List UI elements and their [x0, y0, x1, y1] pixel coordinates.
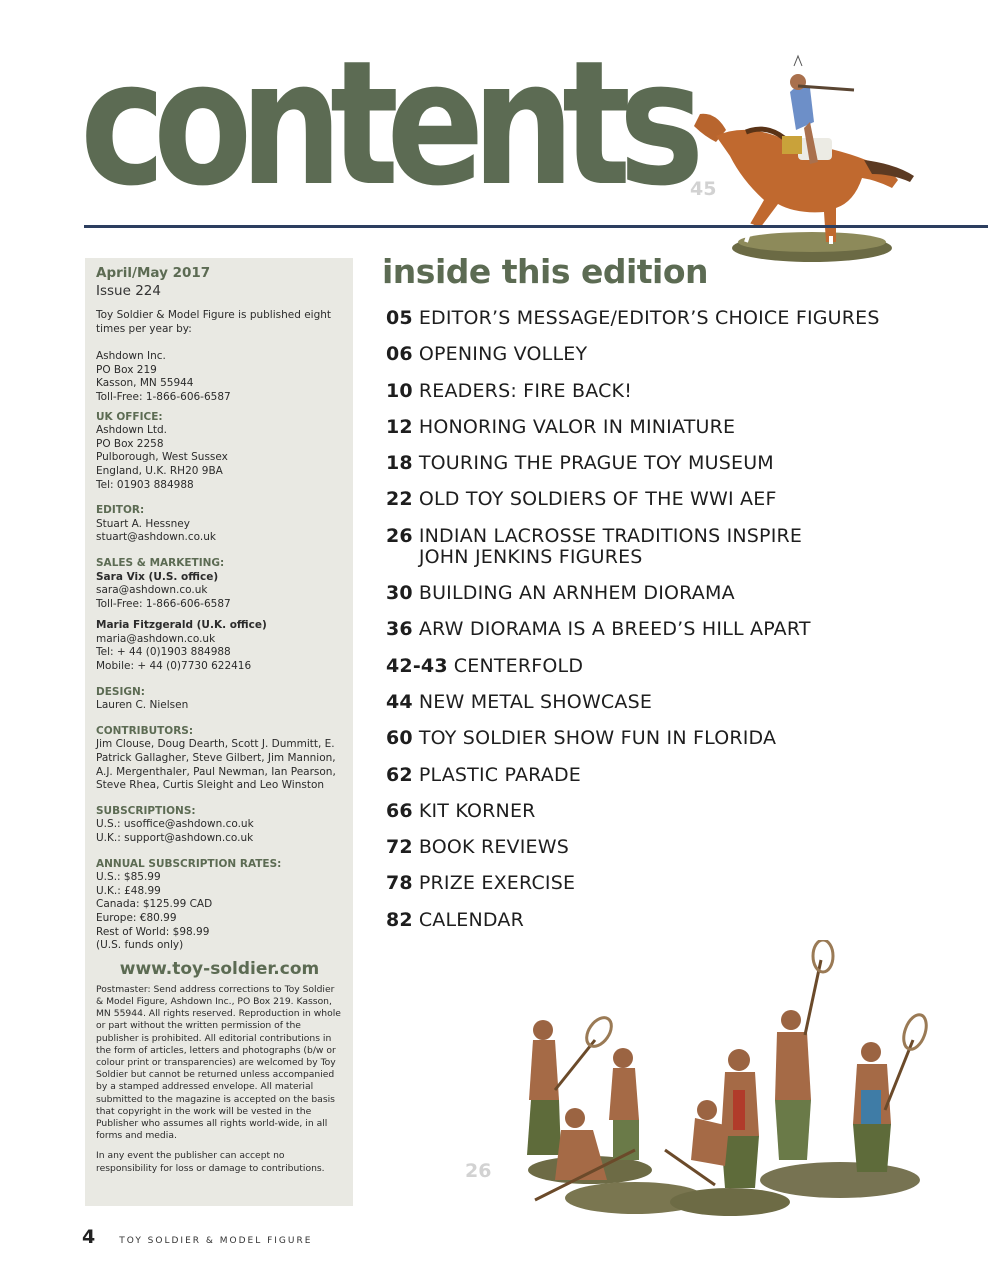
uk-office-heading: UK OFFICE:	[96, 410, 163, 423]
toc-item[interactable]	[386, 489, 946, 510]
toc-title: BOOK REVIEWS	[418, 836, 570, 859]
toc-item[interactable]	[386, 656, 946, 677]
page-title: contents	[80, 23, 692, 224]
toc-item[interactable]	[386, 837, 946, 858]
toc-title: READERS: FIRE BACK!	[418, 379, 633, 402]
toc-page-number: 10	[386, 379, 413, 402]
magazine-name: TOY SOLDIER & MODEL FIGURE	[119, 1236, 313, 1246]
subscriptions-contact: U.S.: usoffice@ashdown.co.uk U.K.: support@ashdown.co.uk	[96, 818, 254, 844]
toc-title: ARW DIORAMA IS A BREED’S HILL APART	[418, 618, 811, 641]
lacrosse-figures-photo	[515, 940, 930, 1225]
uk-office-address: Ashdown Ltd. PO Box 2258 Pulborough, West Sussex England, U.K. RH20 9BA Tel: 01903 884988	[96, 424, 228, 491]
toc-title: PLASTIC PARADE	[418, 763, 582, 786]
toc-title: HONORING VALOR IN MINIATURE	[418, 415, 736, 438]
toc-page-number: 06	[386, 343, 413, 366]
photo-page-number: 45	[690, 178, 717, 200]
toc-item[interactable]	[386, 873, 946, 894]
toc-title: INDIAN LACROSSE TRADITIONS INSPIRE JOHN JENKINS FIGURES	[418, 524, 803, 568]
sales-heading: SALES & MARKETING:	[96, 556, 225, 569]
issue-date: April/May 2017	[96, 265, 211, 281]
postmaster-notice: Postmaster: Send address corrections to Toy Soldier & Model Figure, Ashdown Inc., PO Box 219. Kasson, MN 55944. All rights reserved. Reproduction in whole or part without the written permission of the publisher is prohibited. All editorial contributions in the form of articles, letters and photographs (b/w or colour print or transparencies) are welcomed by Toy Soldier but cannot be returned unless accompanied by a stamped addressed envelope. All material submitted to the magazine is accepted on the basis that copyright in the work will be vested in the Publisher who assumes all rights world-wide, in all forms and media.	[96, 983, 341, 1142]
toc-title: KIT KORNER	[418, 799, 536, 822]
toc-page-number: 18	[386, 452, 413, 475]
toc-item[interactable]	[386, 728, 946, 749]
design-heading: DESIGN:	[96, 685, 145, 698]
editor-heading: EDITOR:	[96, 504, 145, 517]
sales-us-name: Sara Vix (U.S. office)	[96, 570, 219, 583]
toc-item[interactable]	[386, 308, 946, 329]
toc-title: EDITOR’S MESSAGE/EDITOR’S CHOICE FIGURES	[418, 307, 880, 329]
masthead-sidebar	[85, 258, 353, 1206]
toc-title: TOY SOLDIER SHOW FUN IN FLORIDA	[418, 727, 777, 750]
subscriptions-heading: SUBSCRIPTIONS:	[96, 804, 196, 817]
toc-item[interactable]	[386, 453, 946, 474]
toc-page-number: 72	[386, 836, 413, 859]
toc-title: NEW METAL SHOWCASE	[418, 690, 653, 713]
contributors-list: Jim Clouse, Doug Dearth, Scott J. Dummitt, E. Patrick Gallagher, Steve Gilbert, Jim Mannion, A.J. Mergenthaler, Paul Newman, Ian Pearson, Steve Rhea, Curtis Sleight and Leo Winston	[96, 738, 336, 792]
design-info: Lauren C. Nielsen	[96, 699, 189, 712]
contributors-heading: CONTRIBUTORS:	[96, 724, 194, 737]
edition-heading: inside this edition	[382, 252, 709, 291]
rates-heading: ANNUAL SUBSCRIPTION RATES:	[96, 857, 282, 870]
toc-page-number: 42-43	[386, 654, 448, 677]
mounted-warrior-figure-photo	[686, 52, 924, 270]
toc-page-number: 12	[386, 415, 413, 438]
page-number: 4	[82, 1226, 96, 1248]
editor-info: Stuart A. Hessney stuart@ashdown.co.uk	[96, 517, 216, 544]
toc-page-number: 60	[386, 727, 413, 750]
toc-item[interactable]	[386, 417, 946, 438]
toc-page-number: 30	[386, 582, 413, 605]
toc-page-number: 36	[386, 618, 413, 641]
toc-title: OLD TOY SOLDIERS OF THE WWI AEF	[418, 488, 777, 511]
toc-page-number: 44	[386, 690, 413, 713]
toc-item[interactable]	[386, 381, 946, 402]
toc-title: CALENDAR	[418, 908, 525, 931]
publisher-intro: Toy Soldier & Model Figure is published eight times per year by:	[96, 309, 332, 335]
toc-title: OPENING VOLLEY	[418, 343, 588, 366]
toc-item[interactable]	[386, 801, 946, 822]
toc-page-number: 26	[386, 524, 413, 547]
toc-page-number: 05	[386, 307, 413, 329]
toc-item[interactable]	[386, 526, 946, 568]
toc-title: TOURING THE PRAGUE TOY MUSEUM	[418, 452, 774, 475]
toc-item[interactable]	[386, 619, 946, 640]
toc-page-number: 78	[386, 872, 413, 895]
page-footer	[82, 1226, 312, 1248]
table-of-contents	[386, 308, 946, 946]
toc-page-number: 82	[386, 908, 413, 931]
header-rule	[84, 225, 988, 228]
toc-title: BUILDING AN ARNHEM DIORAMA	[418, 582, 735, 605]
toc-page-number: 62	[386, 763, 413, 786]
toc-title: CENTERFOLD	[453, 654, 584, 677]
toc-item[interactable]	[386, 583, 946, 604]
toc-page-number: 66	[386, 799, 413, 822]
sales-us-contact: sara@ashdown.co.uk Toll-Free: 1-866-606-6587	[96, 584, 231, 610]
issue-number: Issue 224	[96, 283, 161, 299]
rates-list: U.S.: $85.99 U.K.: £48.99 Canada: $125.99 CAD Europe: €80.99 Rest of World: $98.99 (U.S. funds only)	[96, 871, 213, 952]
photo-page-number: 26	[465, 1160, 492, 1182]
toc-page-number: 22	[386, 488, 413, 511]
sales-uk-contact: maria@ashdown.co.uk Tel: + 44 (0)1903 884988 Mobile: + 44 (0)7730 622416	[96, 632, 252, 673]
toc-title: PRIZE EXERCISE	[418, 872, 576, 895]
website-link[interactable]: www.toy-soldier.com	[119, 958, 320, 979]
toc-item[interactable]	[386, 344, 946, 365]
toc-item[interactable]	[386, 765, 946, 786]
toc-item[interactable]	[386, 692, 946, 713]
toc-item[interactable]	[386, 910, 946, 931]
sales-uk-name: Maria Fitzgerald (U.K. office)	[96, 619, 267, 632]
liability-notice: In any event the publisher can accept no responsibility for loss or damage to contributions.	[96, 1150, 325, 1174]
us-address: Ashdown Inc. PO Box 219 Kasson, MN 55944 Toll-Free: 1-866-606-6587	[96, 350, 231, 403]
